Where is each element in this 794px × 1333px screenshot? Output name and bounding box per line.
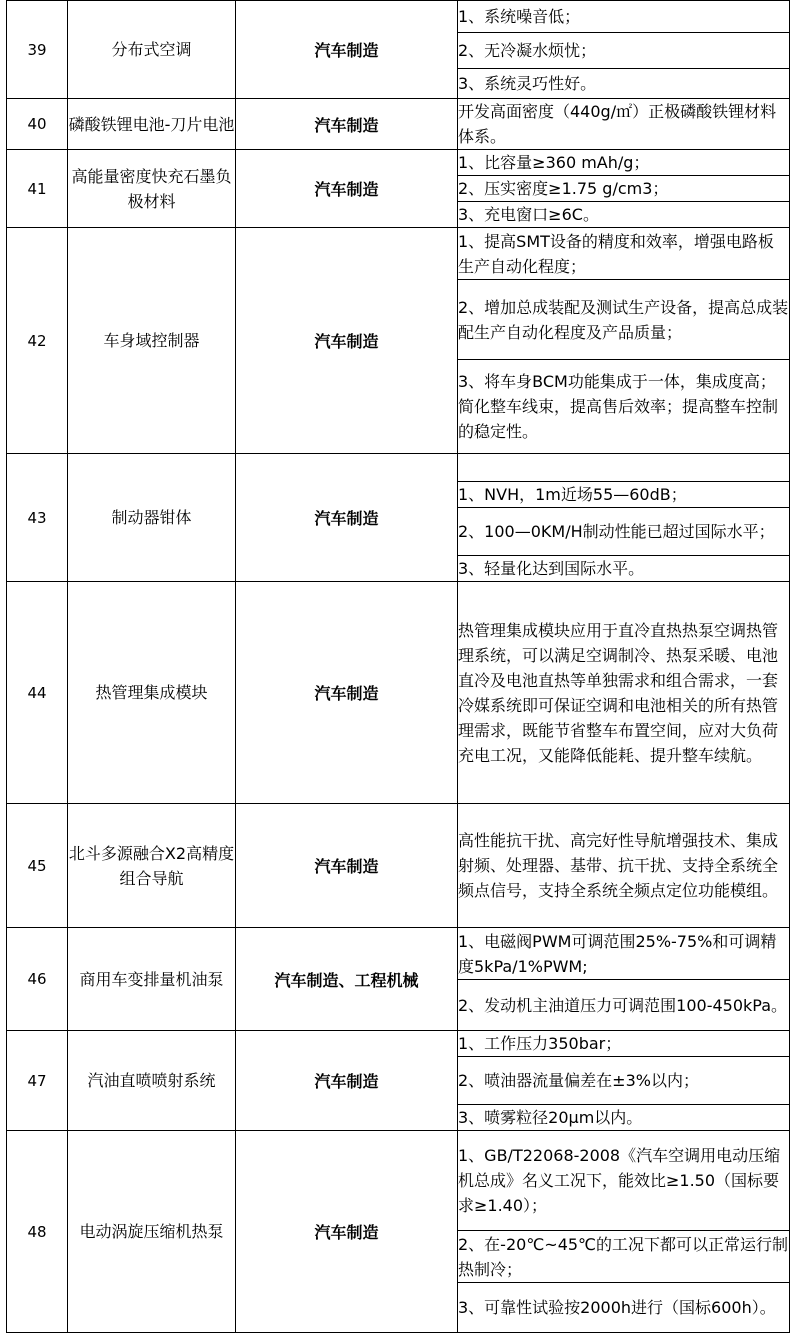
- spec-text: 热管理集成模块应用于直冷直热热泵空调热管理系统，可以满足空调制冷、热泵采暖、电池直冷及电池直热等单独需求和组合需求，一套冷媒系统即可保证空调和电池相关的所有热管理需求，既能节省整车布置空间，应对大负荷充电工况，又能降低能耗、提升整车续航。: [458, 620, 779, 765]
- spec-cell: [458, 1057, 790, 1105]
- row-number: 44: [7, 582, 68, 804]
- spec-text: 3、系统灵巧性好。: [458, 74, 597, 93]
- application-field: 汽车制造: [236, 1031, 458, 1131]
- spec-cell: [458, 280, 790, 360]
- spec-cell: [458, 482, 790, 508]
- spec-cell: [458, 1, 790, 33]
- row-number: 43: [7, 454, 68, 582]
- product-name: 制动器钳体: [68, 454, 236, 582]
- spec-cell: [458, 556, 790, 582]
- spec-cell: [458, 228, 790, 280]
- spec-text: 3、轻量化达到国际水平。: [458, 559, 645, 578]
- spec-text: 3、充电窗口≥6C。: [458, 205, 599, 224]
- spec-text: 2、无冷凝水烦忧；: [458, 41, 597, 60]
- spec-text: 1、GB/T22068-2008《汽车空调用电动压缩机总成》名义工况下，能效比≥1.50（国标要求≥1.40）；: [458, 1146, 781, 1215]
- spec-cell: [458, 508, 790, 556]
- spec-cell: [458, 582, 790, 804]
- application-field: 汽车制造: [236, 804, 458, 928]
- spec-cell: [458, 1105, 790, 1131]
- row-number: 47: [7, 1031, 68, 1131]
- spec-cell: [458, 1131, 790, 1231]
- row-number: 42: [7, 228, 68, 454]
- spec-cell: [458, 1231, 790, 1283]
- application-field: 汽车制造: [236, 582, 458, 804]
- spec-cell: [458, 150, 790, 176]
- spec-text: 2、喷油器流量偏差在±3%以内；: [458, 1071, 699, 1090]
- product-name: 热管理集成模块: [68, 582, 236, 804]
- spec-text: 2、100—0KM/H制动性能已超过国际水平；: [458, 522, 775, 541]
- row-number: 39: [7, 1, 68, 99]
- spec-cell: [458, 99, 790, 150]
- spec-text: 1、工作压力350bar；: [458, 1034, 622, 1053]
- row-number: 41: [7, 150, 68, 228]
- spec-text: 开发高面密度（440g/㎡）正极磷酸铁锂材料体系。: [458, 102, 777, 146]
- application-field: 汽车制造、工程机械: [236, 928, 458, 1031]
- spec-text: 2、增加总成装配及测试生产设备，提高总成装配生产自动化程度及产品质量；: [458, 297, 789, 342]
- spec-cell: [458, 928, 790, 980]
- spec-cell: [458, 69, 790, 99]
- product-name: 商用车变排量机油泵: [68, 928, 236, 1031]
- product-name: 磷酸铁锂电池-刀片电池: [68, 99, 236, 150]
- spec-cell: [458, 804, 790, 928]
- spec-text: 3、将车身BCM功能集成于一体，集成度高；简化整车线束，提高售后效率；提高整车控制的稳定性。: [458, 372, 779, 441]
- spec-text: 2、压实密度≥1.75 g/cm3；: [458, 179, 669, 198]
- spec-text: 1、NVH，1m近场55—60dB；: [458, 485, 687, 504]
- application-field: 汽车制造: [236, 99, 458, 150]
- product-table: [6, 0, 790, 1333]
- application-field: 汽车制造: [236, 1131, 458, 1333]
- product-name: 高能量密度快充石墨负极材料: [68, 150, 236, 228]
- product-name: 电动涡旋压缩机热泵: [68, 1131, 236, 1333]
- spec-cell: [458, 33, 790, 69]
- spec-cell: [458, 202, 790, 228]
- spec-text: 3、喷雾粒径20μm以内。: [458, 1108, 643, 1127]
- spec-cell: [458, 980, 790, 1031]
- product-name: 北斗多源融合X2高精度组合导航: [68, 804, 236, 928]
- spec-cell: [458, 1283, 790, 1333]
- spec-text: 2、在-20℃~45℃的工况下都可以正常运行制热制冷；: [458, 1234, 789, 1279]
- product-name: 汽油直喷喷射系统: [68, 1031, 236, 1131]
- spec-text: 1、系统噪音低；: [458, 7, 581, 26]
- spec-text: 2、发动机主油道压力可调范围100-450kPa。: [458, 995, 788, 1015]
- spec-text: 高性能抗干扰、高完好性导航增强技术、集成射频、处理器、基带、抗干扰、支持全系统全频点信号，支持全系统全频点定位功能模组。: [458, 831, 779, 900]
- product-name: 车身域控制器: [68, 228, 236, 454]
- spec-cell: [458, 176, 790, 202]
- row-number: 40: [7, 99, 68, 150]
- spec-cell: [458, 1031, 790, 1057]
- application-field: 汽车制造: [236, 150, 458, 228]
- row-number: 45: [7, 804, 68, 928]
- product-name: 分布式空调: [68, 1, 236, 99]
- spec-text: 1、比容量≥360 mAh/g；: [458, 153, 650, 172]
- spec-text: 1、提高SMT设备的精度和效率，增强电路板生产自动化程度；: [458, 231, 774, 276]
- spec-cell: [458, 360, 790, 454]
- application-field: 汽车制造: [236, 454, 458, 582]
- spec-text: 1、电磁阀PWM可调范围25%-75%和可调精度5kPa/1%PWM;: [458, 931, 777, 976]
- spec-cell: [458, 454, 790, 482]
- row-number: 48: [7, 1131, 68, 1333]
- spec-text: 3、可靠性试验按2000h进行（国标600h）。: [458, 1298, 776, 1317]
- application-field: 汽车制造: [236, 1, 458, 99]
- application-field: 汽车制造: [236, 228, 458, 454]
- row-number: 46: [7, 928, 68, 1031]
